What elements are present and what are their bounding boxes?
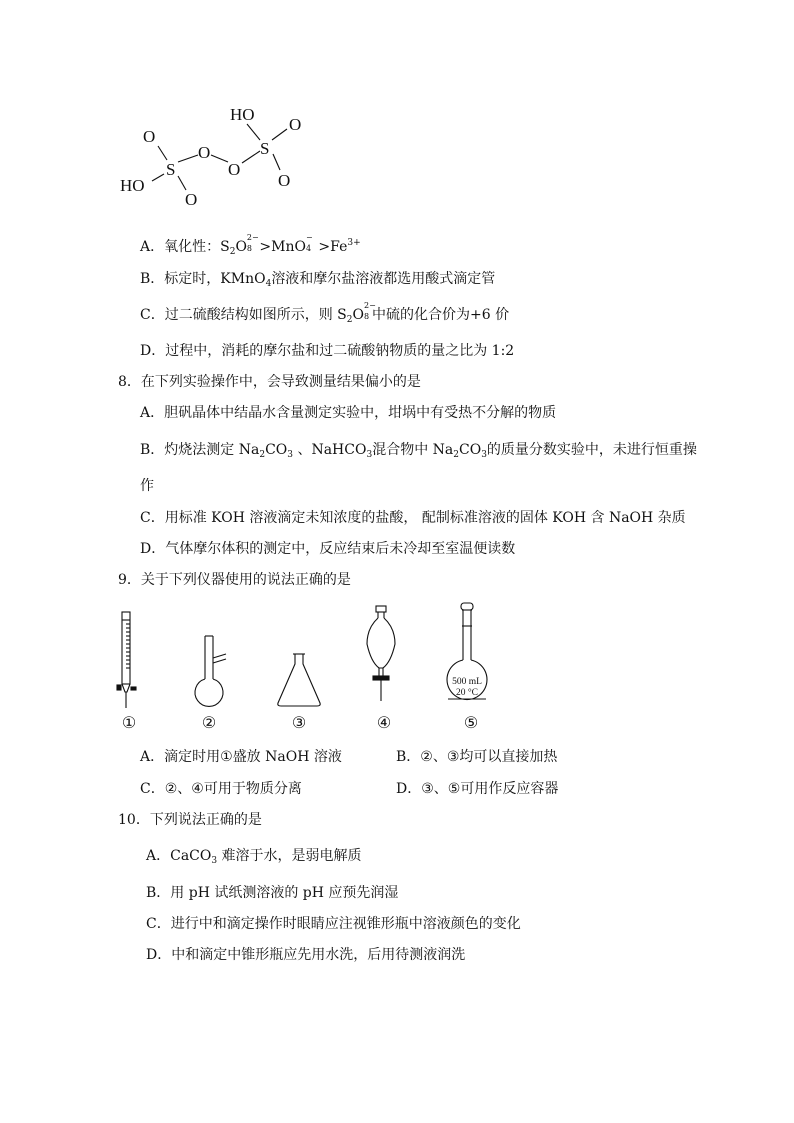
q7-option-d: D．过程中，消耗的摩尔盐和过二硫酸钠物质的量之比为 1:2 [140,343,515,359]
apparatus-label-2: ② [201,715,217,732]
distillation-flask-icon [195,636,226,706]
atom-ho-left: HO [120,176,145,195]
q9-option-c: C．②、④可用于物质分离 [140,781,302,797]
q8-stem: 8．在下列实验操作中，会导致测量结果偏小的是 [118,374,421,390]
bond-line [152,174,164,181]
q8-option-c: C．用标准 KOH 溶液滴定未知浓度的盐酸， 配制标准溶液的固体 KOH 含 NaOH 杂质 [140,510,686,526]
lab-apparatus-figure [105,598,505,736]
flask-temperature-label: 20 °C [455,688,479,698]
bond-line [272,129,287,140]
q10-option-d: D．中和滴定中锥形瓶应先用水洗，后用待测液润洗 [146,947,466,963]
peroxydisulfuric-acid-structure [110,100,330,215]
burette-icon [117,612,136,708]
apparatus-label-3: ③ [291,715,307,732]
q10-option-b: B．用 pH 试纸测溶液的 pH 应预先润湿 [146,885,399,901]
bond-line [211,155,228,162]
q10-option-a: A．CaCO$_3$ 难溶于水，是弱电解质 [146,848,362,866]
bond-line [158,146,167,160]
bond-line [178,155,198,162]
separatory-funnel-icon [367,606,395,701]
atom-ho-top: HO [230,105,255,124]
q10-option-c: C．进行中和滴定操作时眼睛应注视锥形瓶中溶液颜色的变化 [146,916,521,932]
atom-s-left: S [166,160,176,179]
q9-option-d: D．③、⑤可用作反应容器 [396,781,559,797]
conical-flask-icon [278,654,320,706]
bond-line [178,176,186,190]
bond-line [242,151,260,163]
apparatus-label-4: ④ [376,715,392,732]
q8-option-d: D．气体摩尔体积的测定中，反应结束后未冷却至室温便读数 [140,541,516,557]
q7-option-b: B．标定时，KMnO$_4$溶液和摩尔盐溶液都选用酸式滴定管 [140,271,496,289]
atom-s-right: S [260,139,270,158]
q8-option-b: B．灼烧法测定 $Na_2CO_3$ 、NaHCO$_3$混合物中 $Na_2CO_3$的质量分数实验中，未进行恒重操 [140,442,697,460]
q10-stem: 10．下列说法正确的是 [118,812,262,828]
atom-o-top-right: O [289,115,302,134]
bond-line [247,124,260,140]
flask-volume-label: 500 mL [452,677,482,687]
apparatus-label-5: ⑤ [463,715,479,732]
q9-option-b: B．②、③均可以直接加热 [396,749,558,765]
bond-line [273,154,280,170]
atom-o-bridge-1: O [198,143,211,162]
q9-option-a: A．滴定时用①盛放 NaOH 溶液 [140,749,342,765]
atom-o-right-bottom: O [278,171,291,190]
atom-o-bridge-2: O [228,160,241,179]
atom-o-left-bottom: O [185,190,198,209]
q7-option-a: A．氧化性：$S_2O$ 2− 8 >MnO − 4 $>Fe^{3+}$ [140,233,361,257]
apparatus-label-1: ① [121,715,137,732]
atom-o-left-top: O [143,127,156,146]
q8-option-b-continuation: 作 [140,478,154,494]
q9-stem: 9．关于下列仪器使用的说法正确的是 [118,572,351,588]
q8-option-a: A．胆矾晶体中结晶水含量测定实验中，坩埚中有受热不分解的物质 [140,405,557,421]
q7-option-c: C．过二硫酸结构如图所示，则 $S_2O$ 2− 8 中硫的化合价为+6 价 [140,301,510,325]
